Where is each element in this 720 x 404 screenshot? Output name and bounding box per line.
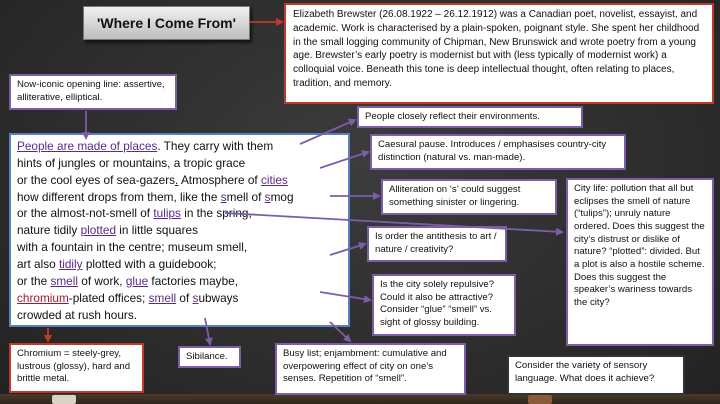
note-text: Is the city solely repulsive? Could it also be attractive? Consider “glue” “smell” vs. sight of glossy building. — [380, 279, 495, 328]
highlight: chromium — [17, 290, 69, 305]
chalk-ledge — [0, 394, 720, 404]
caesura-mark: . — [175, 172, 179, 187]
highlight: cities — [260, 172, 288, 187]
poem-line: with a fountain in the centre; museum smell, — [17, 240, 248, 255]
highlight: s — [264, 189, 271, 204]
poem-line — [17, 290, 342, 307]
note-chromium — [9, 343, 144, 393]
poem-title: 'Where I Come From' — [83, 6, 250, 40]
bio-text: Elizabeth Brewster (26.08.1922 – 26.12.1912) was a Canadian poet, novelist, essayist, and academic. Work is characterised by a plain-spoken, poignant style. She spent her childhood in the small logging community of Chipman, New Brunswick and wrote poetry from a young age. Brewster’s early poetry is modernist but with (less typically of modernist work) a colloquial voice. Beneath this tone is deep intellectual thought, often relating to places, tradition, and memory. — [293, 9, 700, 89]
note-text: Is order the antithesis to art / nature / creativity? — [375, 231, 497, 255]
line-text: nature tidily — [17, 223, 81, 238]
poem-line — [17, 189, 342, 206]
note-repulsive — [372, 274, 516, 336]
chalk-stick — [52, 395, 76, 404]
highlight: glue — [125, 273, 149, 288]
line-text: in the spring, — [180, 206, 252, 221]
note-antithesis — [367, 226, 507, 262]
line-text: art also — [17, 257, 59, 272]
note-text: Alliteration on ‘s’ could suggest something sinister or lingering. — [389, 184, 521, 208]
highlight: s — [220, 189, 227, 204]
highlight: People are made of places — [17, 139, 158, 153]
note-sensory — [507, 355, 685, 395]
line-text: factories maybe, — [148, 273, 238, 288]
highlight: s — [192, 290, 199, 305]
line-text: or the cool eyes of sea-gazers — [17, 172, 176, 187]
poem-line: crowded at rush hours. — [17, 307, 137, 322]
note-opening — [9, 74, 177, 110]
highlight: tidily — [58, 257, 83, 272]
line-text: . They carry with them — [157, 139, 274, 153]
line-text: Atmosphere of — [178, 172, 261, 187]
poem-excerpt — [9, 133, 350, 327]
note-citylife — [566, 178, 714, 346]
note-text: Consider the variety of sensory language. What does it achieve? — [515, 360, 655, 384]
line-text: mog — [270, 189, 294, 204]
line-text: -plated offices; — [68, 290, 149, 305]
note-text: People closely reflect their environments. — [365, 111, 540, 122]
highlight: plotted — [80, 223, 117, 238]
poem-line — [17, 256, 342, 273]
note-environments — [357, 106, 583, 128]
note-text: Now-iconic opening line: assertive, alliterative, elliptical. — [17, 79, 165, 103]
highlight: tulips — [153, 206, 181, 221]
line-text: plotted with a guidebook; — [82, 257, 217, 272]
line-text: or the almost-not-smell of — [17, 206, 154, 221]
note-text: Chromium = steely-grey, lustrous (glossy), hard and brittle metal. — [17, 348, 131, 385]
note-text: Sibilance. — [186, 351, 228, 362]
poem-line — [17, 273, 342, 290]
chalk-stick — [528, 395, 552, 404]
poem-line: hints of jungles or mountains, a tropic grace — [17, 155, 246, 170]
line-text: mell of — [226, 189, 265, 204]
poem-line — [17, 222, 342, 239]
line-text: of — [176, 290, 193, 305]
note-busy — [275, 343, 466, 395]
line-text: or the — [17, 273, 51, 288]
note-text: Caesural pause. Introduces / emphasises country-city distinction (natural vs. man-made). — [378, 139, 607, 163]
poem-line — [17, 138, 342, 155]
poem-line — [17, 205, 342, 222]
note-text: City life: pollution that all but eclipses the smell of nature (“tulips”); unruly nature ordered. Does this suggest the city’s distrust or dislike of nature? “plotted”: divided. But a plot is also a hostile scheme. Does this suggest the speaker’s wariness towards the city? — [574, 183, 705, 308]
highlight: smell — [148, 290, 177, 305]
highlight: smell — [50, 273, 78, 288]
line-text: of work, — [77, 273, 126, 288]
poem-line — [17, 172, 342, 189]
note-sibilance — [178, 346, 241, 368]
line-text: how different drops from them, like the — [17, 189, 221, 204]
line-text: in little squares — [116, 223, 198, 238]
bio-box — [284, 3, 714, 104]
note-text: Busy list; enjambment: cumulative and overpowering effect of city on one’s senses. Repetition of “smell”. — [283, 348, 447, 385]
note-alliteration — [381, 179, 557, 215]
note-caesura — [370, 134, 626, 170]
line-text: ubways — [198, 290, 239, 305]
